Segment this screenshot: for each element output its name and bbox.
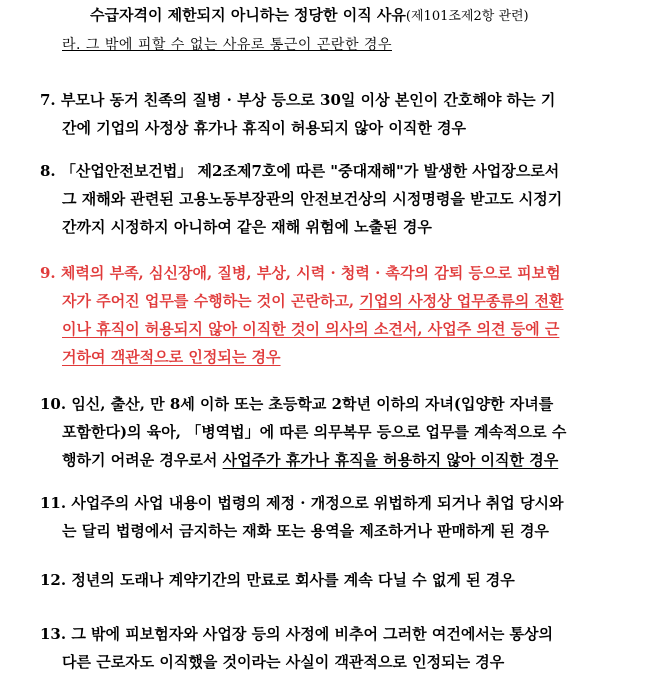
subsection-heading: 라. 그 밖에 피할 수 없는 사유로 통근이 곤란한 경우: [62, 37, 392, 53]
document-title: [90, 4, 529, 25]
underlined-line: 이나 휴직이 허용되지 않아 이직한 것이 의사의 소견서, 사업주 의견 등에 근: [62, 320, 560, 338]
item-text: 자가 주어진 업무를 수행하는 것이 곤란하고,: [62, 292, 360, 310]
list-item-9-highlighted: [40, 259, 640, 371]
item-line: 10. 임신, 출산, 만 8세 이하 또는 초등학교 2학년 이하의 자녀(입양한 자녀를: [40, 395, 554, 413]
list-item-7: [40, 86, 640, 142]
item-line: 그 재해와 관련된 고용노동부장관의 안전보건상의 시정명령을 받고도 시정기: [62, 190, 563, 208]
list-item-10: [40, 390, 640, 474]
item-line: [40, 287, 640, 315]
item-line: [40, 446, 640, 474]
underlined-text: 사업주가 휴가나 휴직을 허용하지 않아 이직한 경우: [222, 451, 559, 469]
item-line: 포함한다)의 육아, 「병역법」에 따른 의무복무 등으로 업무를 계속적으로 수: [62, 423, 567, 441]
item-line: 간에 기업의 사정상 휴가나 휴직이 허용되지 않아 이직한 경우: [62, 119, 467, 137]
item-line: 간까지 시정하지 아니하여 같은 재해 위험에 노출된 경우: [62, 218, 432, 236]
item-text: 행하기 어려운 경우로서: [62, 451, 223, 469]
underlined-text: 기업의 사정상 업무종류의 전환: [359, 292, 564, 310]
title-text: 수급자격이 제한되지 아니하는 정당한 이직 사유: [90, 6, 406, 24]
list-item-11: [40, 489, 640, 545]
item-line: 7. 부모나 동거 친족의 질병 · 부상 등으로 30일 이상 본인이 간호해야 하는 기: [40, 91, 556, 109]
list-item-8: [40, 157, 640, 241]
title-reference: (제101조제2항 관련): [405, 9, 529, 24]
list-item-13: [40, 620, 640, 676]
list-item-12: [40, 566, 640, 594]
item-line: 다른 근로자도 이직했을 것이라는 사실이 객관적으로 인정되는 경우: [62, 653, 505, 671]
item-line: 12. 정년의 도래나 계약기간의 만료로 회사를 계속 다닐 수 없게 된 경우: [40, 571, 515, 589]
item-line: 11. 사업주의 사업 내용이 법령의 제정 · 개정으로 위법하게 되거나 취업 당시와: [40, 494, 564, 512]
item-line: 13. 그 밖에 피보험자와 사업장 등의 사정에 비추어 그러한 여건에서는 통상의: [40, 625, 554, 643]
item-line: 8. 「산업안전보건법」 제2조제7호에 따른 "중대재해"가 발생한 사업장으로서: [40, 162, 560, 180]
item-line: 9. 체력의 부족, 심신장애, 질병, 부상, 시력 · 청력 · 촉각의 감퇴 등으로 피보험: [40, 264, 561, 282]
item-line: 는 달리 법령에서 금지하는 재화 또는 용역을 제조하거나 판매하게 된 경우: [62, 522, 549, 540]
underlined-line: 거하여 객관적으로 인정되는 경우: [62, 348, 281, 366]
